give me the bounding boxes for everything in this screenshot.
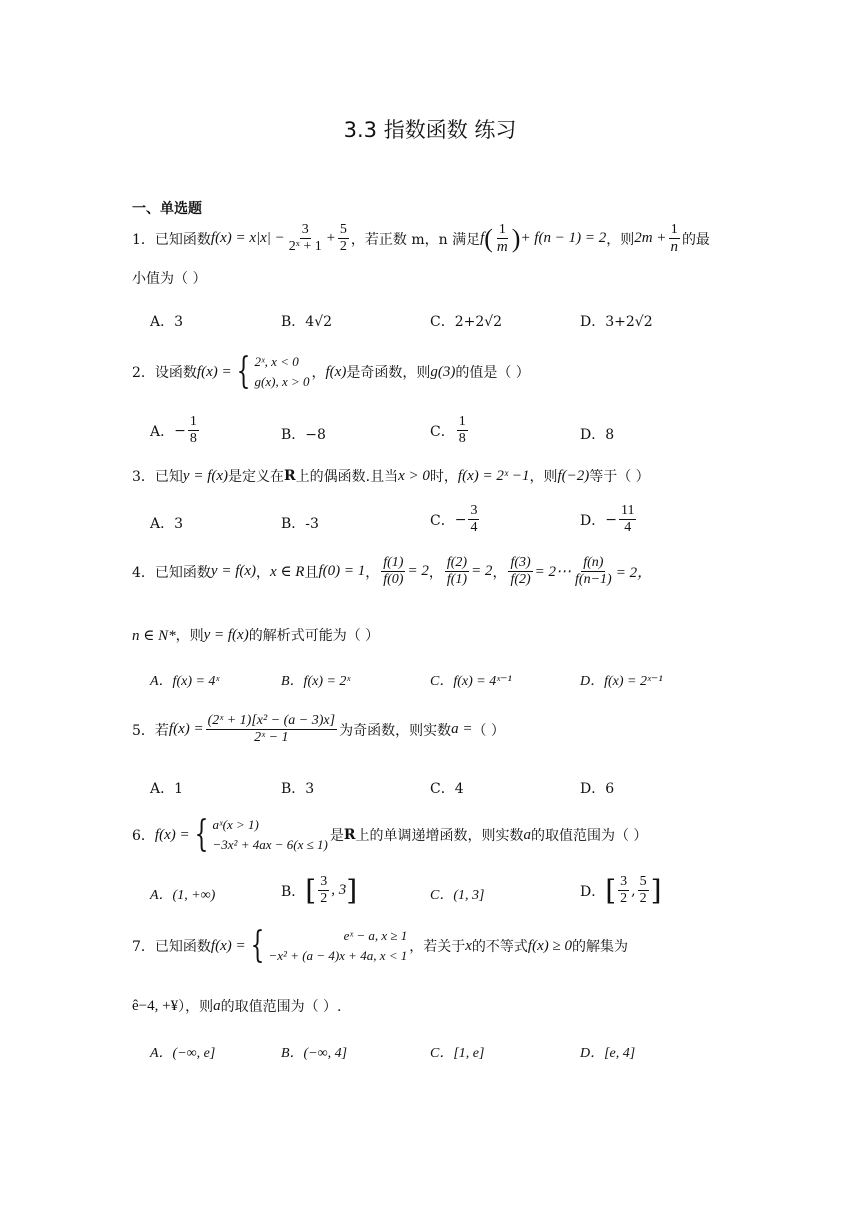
question-1: 1． 已知函数 f(x) = x|x| − $\frac{3}{\text{2ˣ + 1}}$ + $\frac{5}{2}$ ，若正数 m，n 满足 f ( $\frac{1}{m}$ ) + f(n − 1) = 2 ，则 2m + $\frac{1}{n}$ 的最 [132,222,710,255]
q1-condition: + f(n − 1) = 2 [520,230,607,246]
q1-expr: 2m + [634,230,667,246]
q5-number: 5． [132,722,155,739]
q2-fx-2: f(x) [325,363,347,380]
q6-option-c: C．(1, 3] [430,888,485,903]
q2-option-a: A． − $\frac{1}{8}$ [150,414,197,446]
q2-option-c: C． $\frac{1}{8}$ [430,414,466,446]
q2-text: 设函数 [154,365,197,381]
q6-number: 6． [132,828,155,844]
q2-g3: g(3) [430,363,456,380]
q1-option-d: D．3+2√2 [580,314,653,330]
q4-option-b: B．f(x) = 2ˣ [281,674,351,689]
page-title: 3.3 指数函数 练习 [343,118,517,142]
q2-option-d: D．8 [580,427,615,443]
q1-text-3: ，则 [606,231,635,248]
q2-piecewise: { 2ˣ, x < 0 g(x), x > 0 [236,351,310,392]
q7-option-b: B．(−∞, 4] [281,1046,348,1061]
q7-option-d: D．[e, 4] [580,1046,636,1061]
q4-number: 4． [132,564,155,581]
q3-option-c: C． − $\frac{3}{4}$ [430,503,478,535]
q6-option-d: D． [ $\frac{3}{2}$ , $\frac{5}{2}$ ] [580,874,662,907]
q1-text: 已知函数 [154,231,211,248]
q5-option-a: A．1 [150,781,184,797]
question-6: 6． f(x) = { aˣ(x > 1) −3x² + 4ax − 6(x ≤ 1) 是 R 上的单调递增函数，则实数 a 的取值范围为（ ） [132,814,648,855]
q3-option-d: D． − $\frac{11}{4}$ [580,503,635,535]
q7-option-a: A．(−∞, e] [150,1046,216,1061]
q6-option-b: B． [ $\frac{3}{2}$ , 3 ] [281,874,358,907]
q3-option-a: A．3 [150,516,184,532]
q1-frac-3: $\frac{1}{m}$ [496,222,508,255]
q2-option-b: B．−8 [281,427,326,443]
q3-number: 3． [132,469,155,485]
q6-option-a: A．(1, +∞) [150,888,216,903]
section-heading: 一、单选题 [132,201,202,217]
q1-frac-1: $\frac{3}{\text{2ˣ + 1}}$ [288,222,322,254]
q1-frac-4: $\frac{1}{n}$ [670,222,678,255]
q4-option-a: A．f(x) = 4ˣ [150,674,220,689]
q5-option-c: C．4 [430,781,464,797]
q1-line-2: 小值为（ ） [132,271,207,287]
q2-text-3: 是奇函数，则 [346,365,431,381]
q1-option-a: A．3 [150,314,184,330]
q2-number: 2． [132,365,155,381]
q6-piecewise: { aˣ(x > 1) −3x² + 4ax − 6(x ≤ 1) [194,814,328,855]
question-7: 7． 已知函数 f(x) = { eˣ − a, x ≥ 1 −x² + (a − 4)x + 4a, x < 1 ，若关于 x 的不等式 f(x) ≥ 0 的解集为 [132,925,628,966]
q4-option-c: C．f(x) = 4ˣ⁻¹ [430,674,512,689]
q4-line-2: n ∈ N* ，则 y = f(x) 的解析式可能为（ ） [132,626,380,644]
question-5: 5． 若 f(x) = $\frac{\text{(2ˣ + 1)[x² − (a − 3)x]}}{\text{2ˣ − 1}}$ 为奇函数，则实数 a = （ ） [132,713,505,745]
question-3: 3． 已知 y = f(x) 是定义在 R 上的偶函数.且当 x > 0 时， f(x) = 2ˣ −1 ，则 f(−2) 等于（ ） [132,467,650,485]
q7-line-2: ê−4, +¥ ），则 a 的取值范围为（ ）. [132,997,342,1015]
q2-text-2: ， [311,365,326,381]
q5-option-b: B．3 [281,781,315,797]
q1-option-c: C．2+2√2 [430,314,503,330]
q3-option-b: B．-3 [281,516,319,532]
q7-number: 7． [132,939,155,955]
q7-piecewise: { eˣ − a, x ≥ 1 −x² + (a − 4)x + 4a, x < 1 [250,925,408,966]
q1-text-2: ，若正数 m，n 满足 [350,231,481,248]
q2-fx: f(x) = [196,363,232,380]
q1-f: f [480,230,485,246]
q1-option-b: B．4√2 [281,314,333,330]
q1-plus: + [325,230,336,246]
q1-text-4: 的最 [681,231,710,248]
question-4: 4． 已知函数 y = f(x) ， x ∈ R 且 f(0) = 1 ， $\frac{f(1)}{f(0)}$ = 2 ， $\frac{f(2)}{f(1)}$ = 2 ， $\frac{f(3)}{f(2)}$ = 2⋯ $\frac{f(n)}{f(n-1)}$ = 2， [132,555,653,587]
q5-option-d: D．6 [580,781,615,797]
question-2 [132,352,530,392]
q1-fx: f(x) = x|x| − [210,230,285,246]
q7-option-c: C．[1, e] [430,1046,485,1061]
q1-frac-2: $\frac{5}{2}$ [339,222,347,254]
q2-text-4: 的值是（ ） [455,365,530,381]
q1-number: 1． [132,231,155,248]
q4-option-d: D．f(x) = 2ˣ⁻¹ [580,674,663,689]
